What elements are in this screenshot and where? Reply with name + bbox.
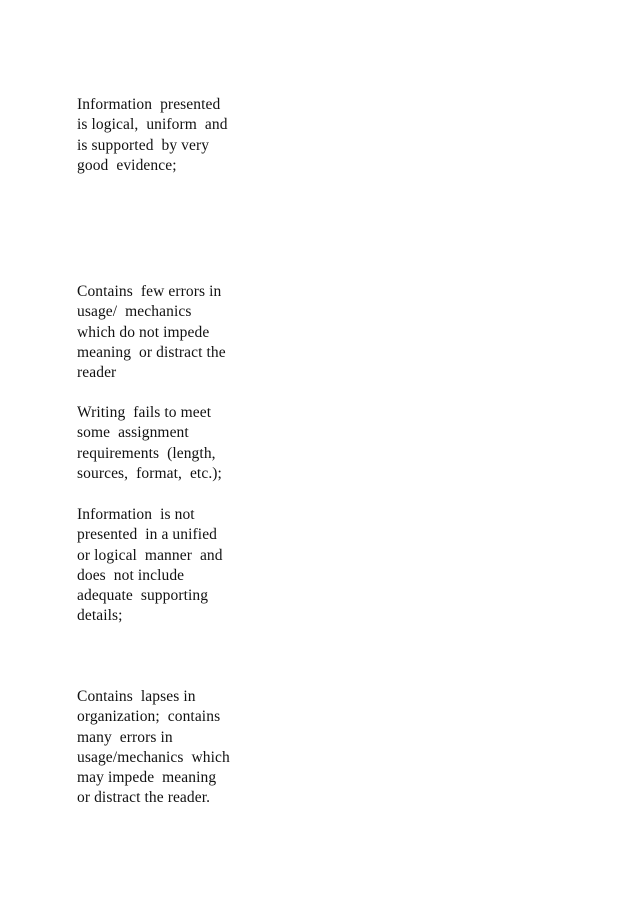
text-line: many errors in bbox=[77, 728, 173, 746]
text-line: presented in a unified bbox=[77, 526, 218, 544]
criterion-text-not-unified bbox=[77, 505, 267, 627]
text-line: Contains lapses in bbox=[77, 688, 196, 705]
text-line: usage/ mechanics bbox=[77, 303, 192, 321]
text-line: organization; contains bbox=[77, 708, 221, 726]
text-line: is logical, uniform and bbox=[77, 116, 228, 134]
text-line: which do not impede bbox=[77, 323, 210, 341]
text-line: reader bbox=[77, 364, 117, 382]
text-line: is supported by very bbox=[77, 136, 210, 154]
text-line: some assignment bbox=[77, 424, 189, 442]
text-line: Information is not bbox=[77, 506, 195, 523]
text-line: or logical manner and bbox=[77, 546, 223, 564]
text-line: may impede meaning bbox=[77, 769, 217, 787]
criterion-text-logical-evidence bbox=[77, 95, 267, 176]
text-line: Contains few errors in bbox=[77, 283, 222, 300]
text-line: sources, format, etc.); bbox=[77, 464, 222, 482]
text-line: details; bbox=[77, 607, 123, 625]
text-line: usage/mechanics which bbox=[77, 748, 230, 766]
text-line: meaning or distract the bbox=[77, 343, 226, 361]
text-line: Writing fails to meet bbox=[77, 404, 212, 421]
text-line: Information presented bbox=[77, 96, 221, 113]
criterion-text-few-errors bbox=[77, 282, 267, 383]
text-line: requirements (length, bbox=[77, 444, 216, 462]
criterion-text-lapses bbox=[77, 687, 267, 809]
criterion-text-requirements bbox=[77, 403, 267, 484]
text-line: does not include bbox=[77, 566, 185, 584]
text-line: good evidence; bbox=[77, 156, 177, 174]
text-line: adequate supporting bbox=[77, 587, 209, 605]
text-line: or distract the reader. bbox=[77, 789, 211, 807]
